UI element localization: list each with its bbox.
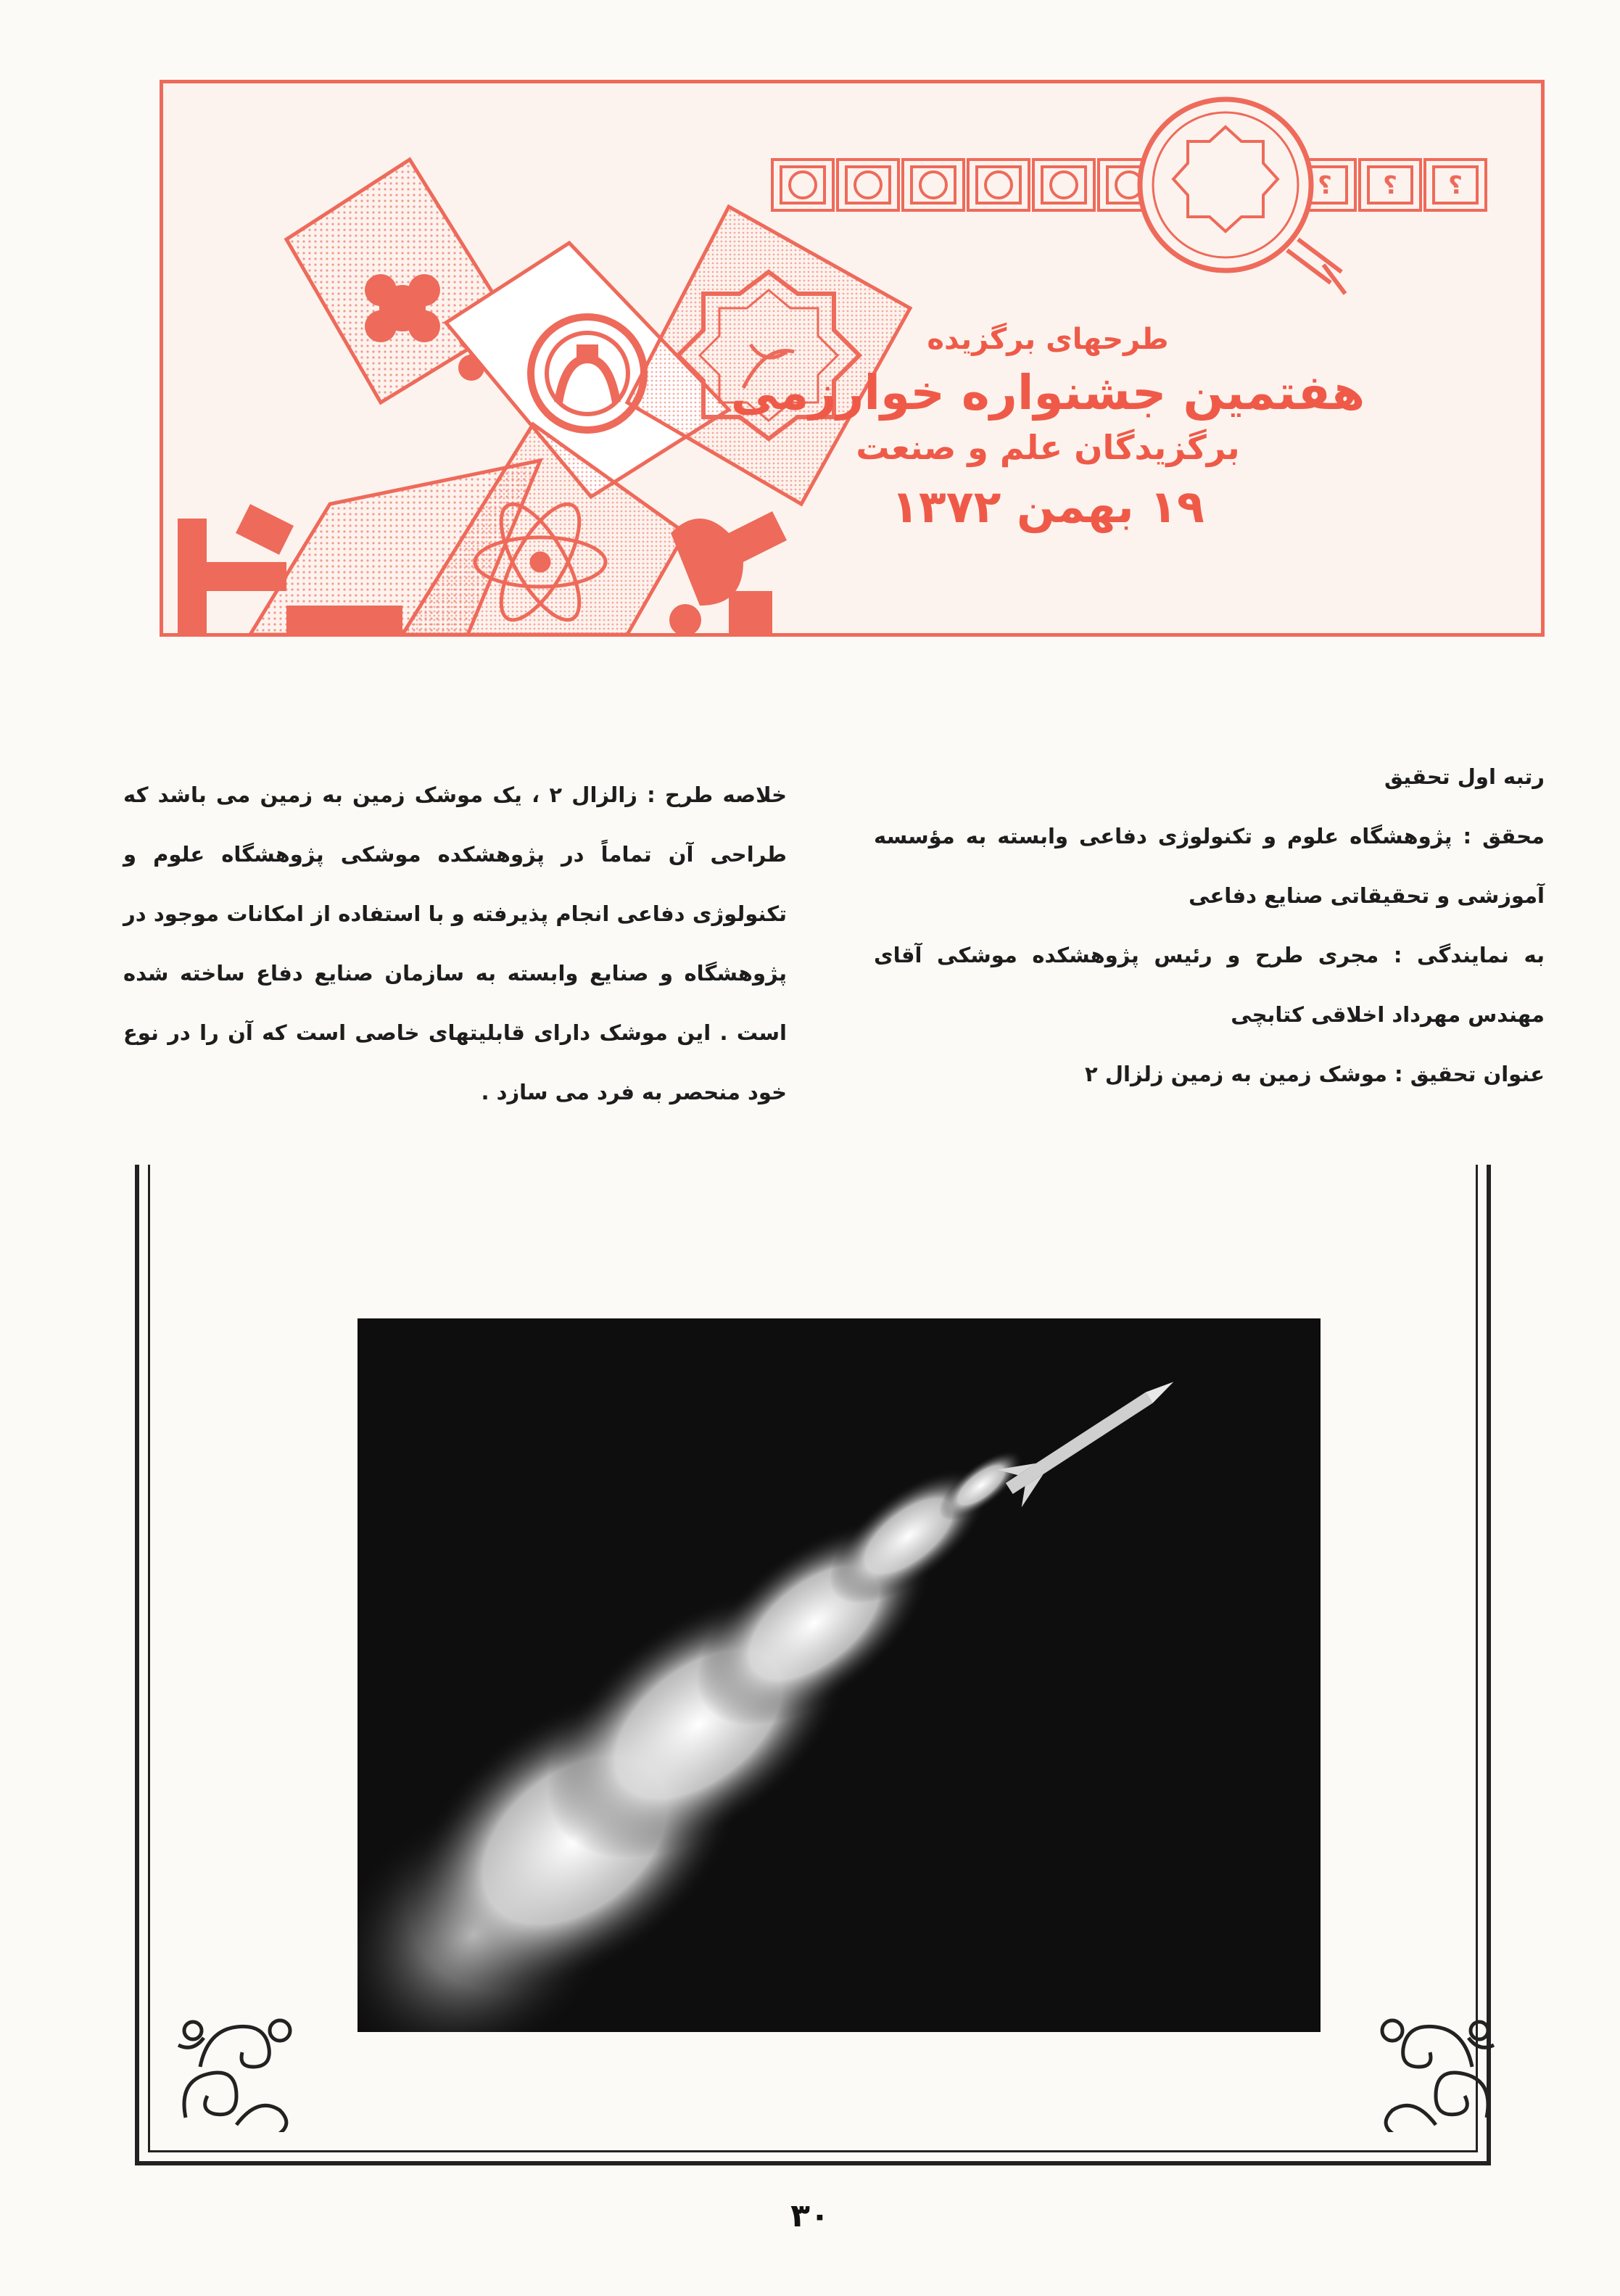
right-corner-ornament-icon bbox=[1378, 2002, 1501, 2132]
missile-plume-image bbox=[358, 1318, 1321, 2032]
magnifier-seal-icon bbox=[1140, 99, 1345, 294]
summary-column bbox=[123, 765, 787, 1122]
banner-subtitle: طرحهای برگزیده bbox=[927, 323, 1169, 356]
page-number: ۳۰ bbox=[790, 2197, 830, 2234]
svg-text:؟: ؟ bbox=[1448, 171, 1463, 200]
researcher-line: محقق : پژوهشگاه علوم و تکنولوژی دفاعی وابسته به مؤسسه آموزشی و تحقیقاتی صنایع دفاعی bbox=[874, 824, 1545, 908]
banner-date: ۱۹ بهمن ۱۳۷۲ bbox=[891, 480, 1204, 533]
research-rank: رتبه اول تحقیق bbox=[1384, 764, 1545, 789]
left-corner-ornament-icon bbox=[171, 2002, 294, 2132]
svg-text:؟: ؟ bbox=[1318, 171, 1332, 200]
stamp-row bbox=[772, 160, 1486, 210]
banner-tagline: برگزیدگان علم و صنعت bbox=[856, 428, 1240, 467]
festival-banner bbox=[160, 80, 1545, 637]
representative-line: به نمایندگی : مجری طرح و رئیس پژوهشکده موشکی آقای مهندس مهرداد اخلاقی کتابچی bbox=[874, 943, 1545, 1027]
missile-icon bbox=[997, 1363, 1186, 1507]
missile-launch-photo bbox=[358, 1318, 1321, 2032]
research-title: عنوان تحقیق : موشک زمین به زمین زلزال ۲ bbox=[1085, 1062, 1545, 1086]
research-info-column bbox=[874, 747, 1545, 1104]
summary-text: خلاصه طرح : زالزال ۲ ، یک موشک زمین به زمین می باشد که طراحی آن تماماً در پژوهشکده موشکی پژوهشگاه علوم و تکنولوژی دفاعی انجام پذیرفته و با استفاده از امکانات موجود در پژوهشگاه و صنایع وابسته به سازمان صنایع دفاع ساخته شده است . این موشک دارای قابلیتهای خاصی است که آن را در نوع خود منحصر به فرد می سازد . bbox=[123, 782, 787, 1104]
banner-titles bbox=[722, 323, 1374, 533]
banner-title: هفتمین جشنواره خوارزمی bbox=[730, 365, 1365, 421]
svg-text:؟: ؟ bbox=[1383, 171, 1397, 200]
